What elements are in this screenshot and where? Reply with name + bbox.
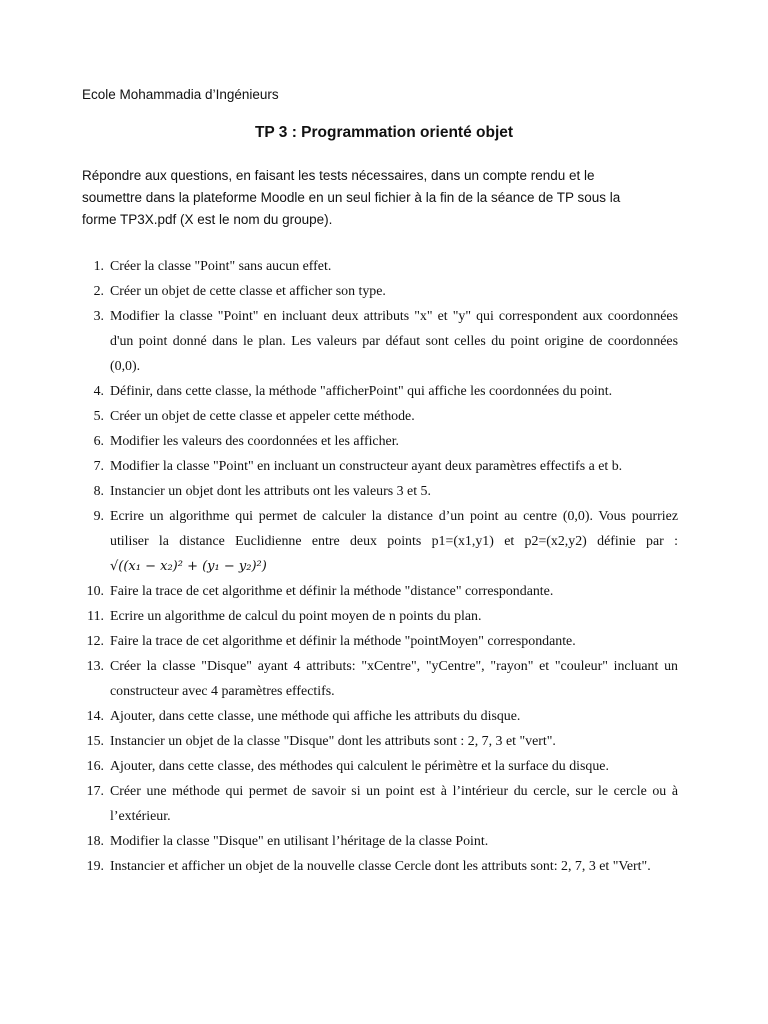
question-text: Faire la trace de cet algorithme et définir la méthode "pointMoyen" correspondante. <box>110 634 576 649</box>
question-item <box>82 504 678 579</box>
question-text: Définir, dans cette classe, la méthode "afficherPoint" qui affiche les coordonnées du point. <box>110 384 613 399</box>
question-item <box>82 754 678 779</box>
question-item <box>82 829 678 854</box>
question-text: Créer la classe "Disque" ayant 4 attributs: "xCentre", "yCentre", "rayon" et "couleur" incluant un constructeur avec 4 paramètres effectifs. <box>110 659 678 699</box>
question-text: Ecrire un algorithme qui permet de calculer la distance d’un point au centre (0,0). Vous pourriez utiliser la distance Euclidienne entre deux points p1=(x1,y1) et p2=(x2,y2) définie par : <box>110 509 678 549</box>
document-title: TP 3 : Programmation orienté objet <box>254 124 514 141</box>
question-number: 17. <box>86 784 104 799</box>
question-item <box>82 379 678 404</box>
question-number: 18. <box>86 834 104 849</box>
question-text: Instancier et afficher un objet de la nouvelle classe Cercle dont les attributs sont: 2, 7, 3 et "Vert". <box>110 859 651 874</box>
question-text: Modifier les valeurs des coordonnées et les afficher. <box>110 434 400 449</box>
question-list <box>82 254 678 879</box>
question-item <box>82 779 678 829</box>
question-text: Ecrire un algorithme de calcul du point moyen de n points du plan. <box>110 609 482 624</box>
question-item <box>82 654 678 704</box>
question-item <box>82 579 678 604</box>
question-number: 3. <box>93 309 104 324</box>
question-text: Instancier un objet de la classe "Disque" dont les attributs sont : 2, 7, 3 et "vert". <box>110 734 556 749</box>
question-number: 16. <box>86 759 104 774</box>
question-number: 2. <box>93 284 104 299</box>
question-text: Créer la classe "Point" sans aucun effet. <box>110 259 332 274</box>
question-number: 8. <box>93 484 104 499</box>
question-item <box>82 854 678 879</box>
intro-paragraph: Répondre aux questions, en faisant les tests nécessaires, dans un compte rendu et le soumettre dans la plateforme Moodle en un seul fichier à la fin de la séance de TP sous la forme TP3X.pdf (X est le nom du groupe). <box>82 168 621 227</box>
question-number: 4. <box>93 384 104 399</box>
question-item <box>82 604 678 629</box>
question-text: Créer un objet de cette classe et afficher son type. <box>110 284 386 299</box>
question-text: Ajouter, dans cette classe, des méthodes qui calculent le périmètre et la surface du disque. <box>110 759 609 774</box>
question-text: Instancier un objet dont les attributs ont les valeurs 3 et 5. <box>110 484 431 499</box>
question-number: 5. <box>93 409 104 424</box>
question-item <box>82 704 678 729</box>
question-number: 12. <box>86 634 104 649</box>
question-text: Créer une méthode qui permet de savoir si un point est à l’intérieur du cercle, sur le cercle ou à l’extérieur. <box>110 784 678 824</box>
question-text: Ajouter, dans cette classe, une méthode qui affiche les attributs du disque. <box>110 709 521 724</box>
question-number: 6. <box>93 434 104 449</box>
question-item <box>82 479 678 504</box>
question-item <box>82 404 678 429</box>
question-number: 7. <box>93 459 104 474</box>
question-text: Modifier la classe "Point" en incluant un constructeur ayant deux paramètres effectifs a et b. <box>110 459 623 474</box>
question-text: Faire la trace de cet algorithme et définir la méthode "distance" correspondante. <box>110 584 554 599</box>
question-number: 1. <box>93 259 104 274</box>
question-text: Modifier la classe "Point" en incluant deux attributs "x" et "y" qui correspondent aux coordonnées d'un point donné dans le plan. Les valeurs par défaut sont celles du point origine de coordonnées (0,0). <box>110 309 678 374</box>
question-item <box>82 254 678 279</box>
question-number: 9. <box>93 509 104 524</box>
question-number: 14. <box>86 709 104 724</box>
question-item <box>82 629 678 654</box>
question-text: Créer un objet de cette classe et appeler cette méthode. <box>110 409 415 424</box>
question-item <box>82 304 678 379</box>
question-number: 10. <box>86 584 104 599</box>
question-number: 13. <box>86 659 104 674</box>
question-item <box>82 279 678 304</box>
question-number: 19. <box>86 859 104 874</box>
school-name: Ecole Mohammadia d’Ingénieurs <box>82 87 279 102</box>
question-number: 15. <box>86 734 104 749</box>
question-item <box>82 429 678 454</box>
question-number: 11. <box>87 609 104 624</box>
distance-formula: √((x₁ − x₂)² + (y₁ − y₂)²) <box>110 559 267 574</box>
question-text: Modifier la classe "Disque" en utilisant l’héritage de la classe Point. <box>110 834 489 849</box>
question-item <box>82 729 678 754</box>
question-item <box>82 454 678 479</box>
